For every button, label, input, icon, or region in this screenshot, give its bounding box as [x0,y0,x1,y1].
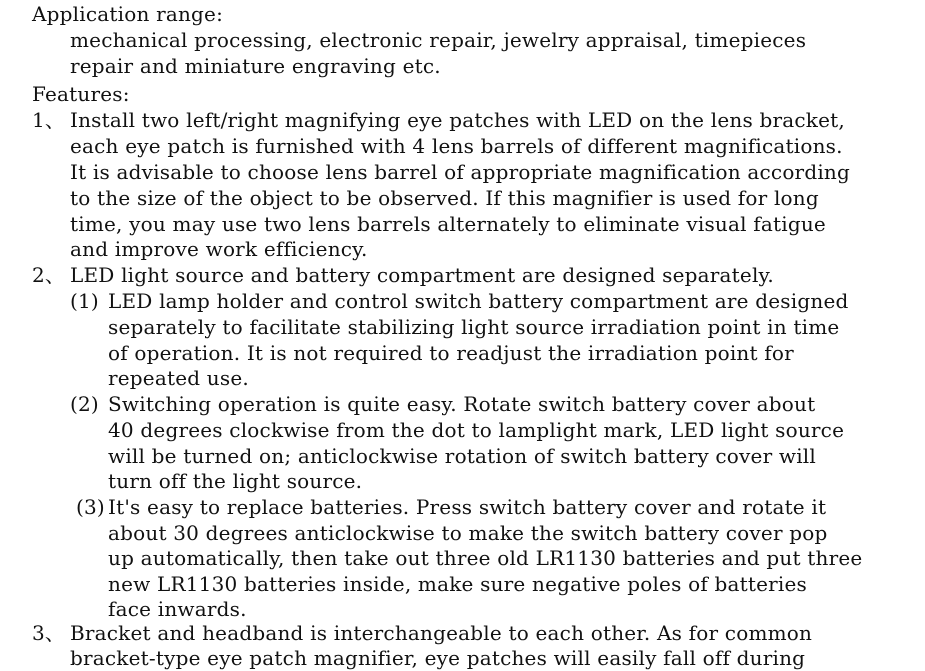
feature-2-1-line: separately to facilitate stabilizing light source irradiation point in time [108,315,840,339]
feature-2-1-marker: (1) [70,289,99,313]
features-heading: Features: [32,82,130,106]
feature-2-1-line: of operation. It is not required to readjust the irradiation point for [108,341,794,365]
feature-2-2-line: turn off the light source. [108,469,363,493]
feature-3-line: Bracket and headband is interchangeable to each other. As for common [70,621,813,645]
feature-2-1-line: repeated use. [108,366,249,390]
feature-2-3-line: about 30 degrees anticlockwise to make the switch battery cover pop [108,521,828,545]
feature-1-line: and improve work efficiency. [70,237,368,261]
feature-2-2-line: will be turned on; anticlockwise rotation of switch battery cover will [108,444,816,468]
application-range-heading: Application range: [32,2,224,26]
feature-1-line: time, you may use two lens barrels alternately to eliminate visual fatigue [70,212,826,236]
feature-3-line: bracket-type eye patch magnifier, eye patches will easily fall off during [70,646,806,670]
feature-3-marker: 3、 [32,621,66,645]
feature-1-line: to the size of the object to be observed. If this magnifier is used for long [70,186,819,210]
application-range-line: repair and miniature engraving etc. [70,54,441,78]
feature-2-2-line: 40 degrees clockwise from the dot to lamplight mark, LED light source [108,418,845,442]
feature-2-line: LED light source and battery compartment are designed separately. [70,263,774,287]
feature-2-marker: 2、 [32,263,66,287]
feature-2-3-marker: (3) [76,495,105,519]
feature-2-3-line: face inwards. [108,597,247,621]
feature-2-3-line: new LR1130 batteries inside, make sure negative poles of batteries [108,572,807,596]
feature-1-marker: 1、 [32,108,66,132]
feature-1-line: each eye patch is furnished with 4 lens barrels of different magnifications. [70,134,843,158]
feature-2-1-line: LED lamp holder and control switch battery compartment are designed [108,289,849,313]
feature-1-line: It is advisable to choose lens barrel of appropriate magnification according [70,160,851,184]
feature-2-2-line: Switching operation is quite easy. Rotate switch battery cover about [108,392,816,416]
feature-1-line: Install two left/right magnifying eye patches with LED on the lens bracket, [70,108,845,132]
application-range-line: mechanical processing, electronic repair, jewelry appraisal, timepieces [70,28,807,52]
feature-2-2-marker: (2) [70,392,99,416]
feature-2-3-line: It's easy to replace batteries. Press switch battery cover and rotate it [108,495,827,519]
feature-2-3-line: up automatically, then take out three old LR1130 batteries and put three [108,546,863,570]
